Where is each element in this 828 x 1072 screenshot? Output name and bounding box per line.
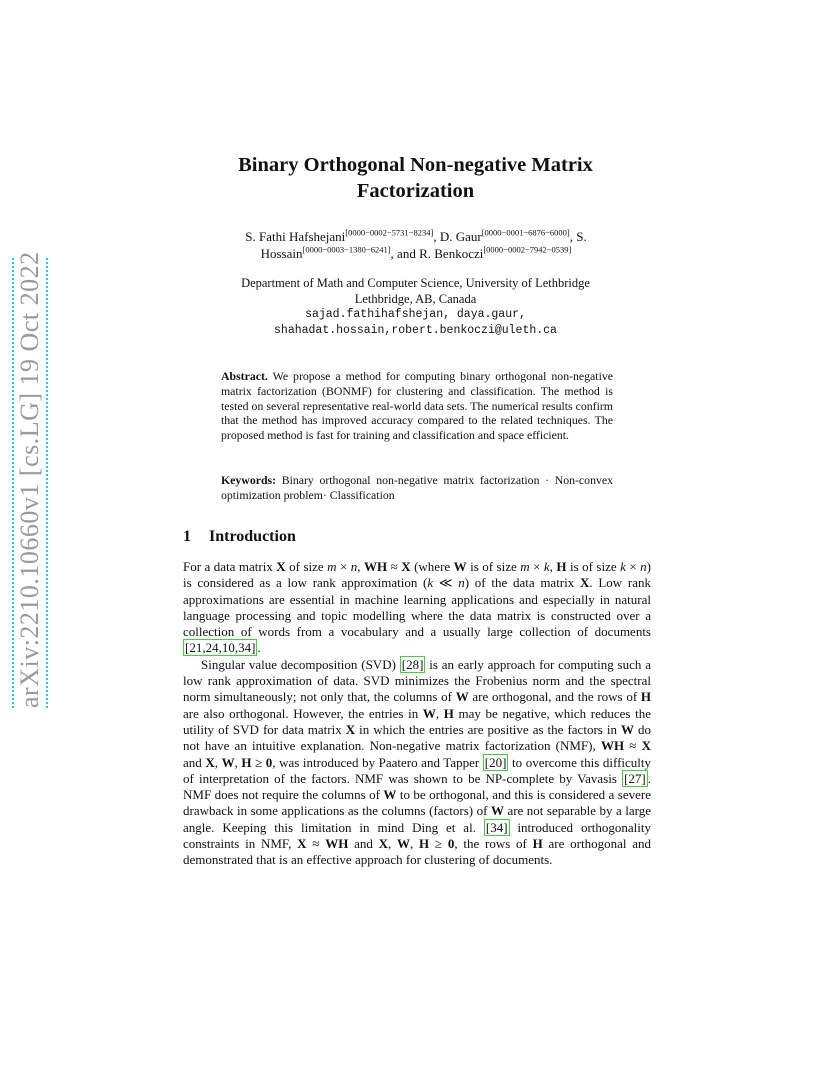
abstract-text: We propose a method for computing binary orthogonal non-negative matrix factorization (BONMF) for clustering and classification. The method is tested on several representative real-world data sets. The numerical results confirm that the method has improved accuracy compared to the related techniques. The proposed method is fast for training and classification and space efficient.	[221, 369, 613, 443]
keywords-label: Keywords:	[221, 473, 277, 487]
citation-link[interactable]: [20]	[484, 754, 507, 770]
section-number: 1	[183, 528, 191, 545]
author-name: R. Benkoczi	[419, 246, 484, 261]
keywords	[221, 473, 613, 503]
citation-link[interactable]: [21,24,10,34]	[185, 640, 256, 656]
author-separator: ,	[569, 229, 577, 244]
introduction-body	[183, 559, 651, 869]
paragraph: Singular value decomposition (SVD) [28] is an early approach for computing such a low rank approximation of data. SVD minimizes the Frobenius norm and the spectral norm simultaneously; not only that, the columns of W are orthogonal, and the rows of H are also orthogonal. However, the entries in W, H may be negative, which reduces the utility of SVD for data matrix X in which the entries are positive as the factors in W do not have an intuitive explanation. Non-negative matrix factorization (NMF), WH ≈ X and X, W, H ≥ 0, was introduced by Paatero and Tapper [20] to overcome this difficulty of interpretation of the factors. NMF was shown to be NP-complete by Vavasis [27] . NMF does not require the columns of W to be orthogonal, and this is considered a severe drawback in some applications as the columns (factors) of W are not separable by a large angle. Keeping this limitation in mind Ding et al. [34] introduced orthogonality constraints in NMF, X ≈ WH and X, W, H ≥ 0, the rows of H are orthogonal and demonstrated that is an effective approach for clustering of documents.	[183, 656, 652, 868]
abstract	[221, 369, 613, 443]
arxiv-stamp-text: arXiv:2210.10660v1 [cs.LG] 19 Oct 2022	[15, 251, 44, 708]
affiliation-emails-line-1: sajad.fathihafshejan, daya.gaur,	[305, 308, 526, 321]
affiliation-block	[183, 275, 648, 339]
keywords-text: Binary orthogonal non-negative matrix factorization · Non-convex optimization problem· Classification	[221, 473, 614, 502]
affiliation-city: Lethbridge, AB, Canada	[354, 292, 477, 306]
paper-title: Binary Orthogonal Non-negative Matrix Factorization	[238, 154, 593, 202]
abstract-label: Abstract.	[221, 369, 268, 383]
author-name: S. Fathi Hafshejani	[245, 229, 346, 244]
section-heading	[183, 528, 296, 546]
arxiv-stamp	[8, 251, 52, 708]
author-orcid: [0000−0003−1380−6241]	[302, 244, 391, 255]
author-orcid: [0000−0001−6876−6000]	[481, 227, 570, 238]
section-title: Introduction	[209, 528, 296, 545]
affiliation-department: Department of Math and Computer Science, University of Lethbridge	[241, 276, 590, 290]
author-orcid: [0000−0002−7942−0539]	[483, 244, 572, 255]
author-separator: ,	[433, 229, 440, 244]
author-list	[196, 228, 636, 262]
author-name: D. Gaur	[439, 229, 482, 244]
author-separator: , and	[390, 246, 420, 261]
author-orcid: [0000−0002−5731−8234]	[345, 227, 434, 238]
citation-link[interactable]: [34]	[485, 819, 508, 835]
citation-link[interactable]: [28]	[401, 656, 424, 672]
citation-link[interactable]: [27]	[624, 770, 646, 786]
paragraph: For a data matrix X of size m × n, WH ≈ X (where W is of size m × k, H is of size k × n) is considered as a low rank approximation (k ≪ n) of the data matrix X. Low rank approximations are essential in machine learning applications and especially in natural language processing and topic modelling where the data matrix is constructed over a collection of words from a vocabulary and a usually large collection of documents [21,24,10,34] .	[183, 559, 652, 656]
author-name: S. Hossain	[260, 229, 587, 261]
affiliation-emails-line-2: shahadat.hossain,robert.benkoczi@uleth.ca	[274, 324, 557, 337]
